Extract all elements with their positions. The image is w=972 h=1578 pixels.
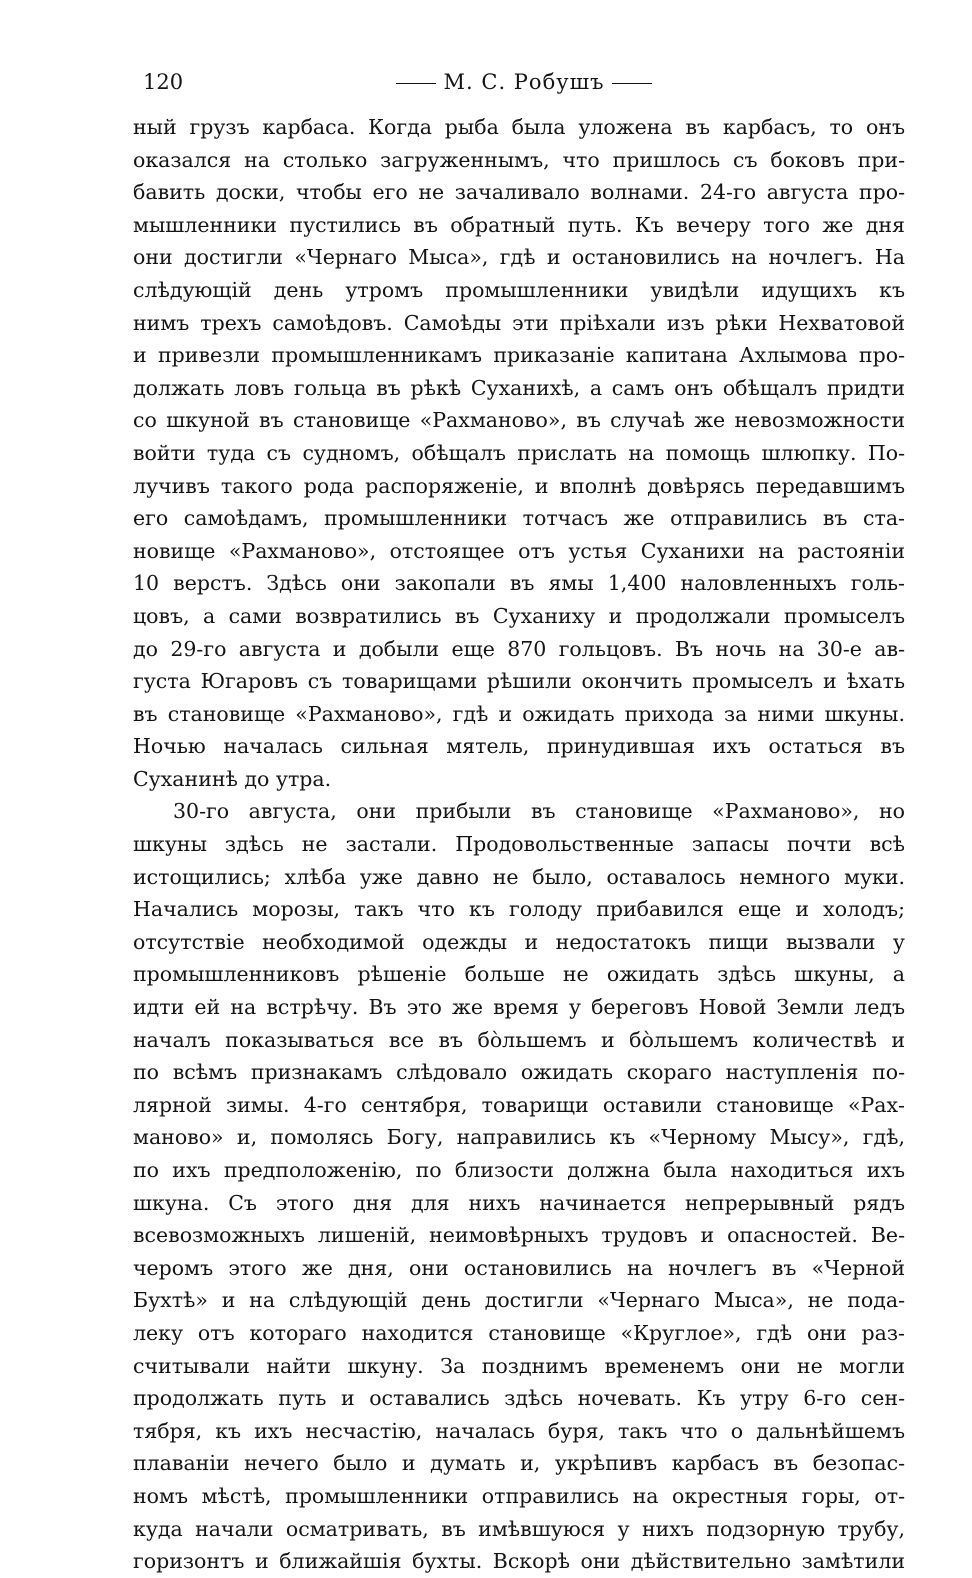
text-line: началъ показываться все въ бо̀льшемъ и бо̀льшемъ количествѣ и xyxy=(133,1027,905,1052)
text-line: шкуна. Съ этого дня для нихъ начинается непрерывный рядъ xyxy=(133,1190,905,1215)
text-line: и привезли промышленникамъ приказаніе капитана Ахлымова про- xyxy=(133,343,905,368)
text-line: новище «Рахманово», отстоящее отъ устья Суханихи на растояніи xyxy=(133,538,905,563)
text-line: въ становище «Рахманово», гдѣ и ожидать прихода за ними шкуны. xyxy=(133,701,905,726)
text-line: бавить доски, чтобы его не зачаливало волнами. 24-го августа про- xyxy=(133,180,905,205)
text-line: до 29-го августа и добыли еще 870 гольцовъ. Въ ночь на 30-е ав- xyxy=(133,636,905,661)
running-title: М. С. Робушъ xyxy=(443,70,605,94)
text-line: Бухтѣ» и на слѣдующій день достигли «Чернаго Мыса», не пода- xyxy=(133,1288,905,1313)
text-line: горизонтъ и ближайшія бухты. Вскорѣ они дѣйствительно замѣтили xyxy=(133,1549,905,1574)
text-line: слѣдующій день утромъ промышленники увидѣли идущихъ къ xyxy=(133,277,905,302)
text-line: Суханинѣ до утра. xyxy=(133,766,332,791)
right-rule xyxy=(612,83,652,84)
text-line: должать ловъ гольца въ рѣкѣ Суханихѣ, а самъ онъ обѣщалъ придти xyxy=(133,375,905,400)
running-head xyxy=(143,70,905,94)
text-line: со шкуной въ становище «Рахманово», въ случаѣ же невозможности xyxy=(133,408,905,433)
text-line: тября, къ ихъ несчастію, началась буря, такъ что о дальнѣйшемъ xyxy=(133,1418,905,1443)
text-line: леку отъ котораго находится становище «Круглое», гдѣ они раз- xyxy=(133,1320,905,1345)
text-line: нимъ трехъ самоѣдовъ. Самоѣды эти пріѣхали изъ рѣки Нехватовой xyxy=(133,310,905,335)
text-line: продолжать путь и оставались здѣсь ночевать. Къ утру 6-го сен- xyxy=(133,1386,905,1411)
text-line: истощились; хлѣба уже давно не было, оставалось немного муки. xyxy=(133,864,905,889)
text-line: лярной зимы. 4-го сентября, товарищи оставили становище «Рах- xyxy=(133,1092,905,1117)
text-line: мышленники пустились въ обратный путь. Къ вечеру того же дня xyxy=(133,212,905,237)
text-line: черомъ этого же дня, они остановились на ночлегъ въ «Черной xyxy=(133,1255,905,1280)
text-line: промышленниковъ рѣшеніе больше не ожидать здѣсь шкуны, а xyxy=(133,962,905,987)
text-line: войти туда съ судномъ, обѣщалъ прислать на помощь шлюпку. По- xyxy=(133,440,905,465)
text-line: они достигли «Чернаго Мыса», гдѣ и остановились на ночлегъ. На xyxy=(133,245,905,270)
text-line: номъ мѣстѣ, промышленники отправились на окрестныя горы, от- xyxy=(133,1483,905,1508)
text-line: идти ей на встрѣчу. Въ это же время у береговъ Новой Земли ледъ xyxy=(133,995,905,1020)
text-line: ный грузъ карбаса. Когда рыба была уложена въ карбасъ, то онъ xyxy=(133,115,905,139)
text-line: Начались морозы, такъ что къ голоду прибавился еще и холодъ; xyxy=(133,897,905,922)
text-line: по всѣмъ признакамъ слѣдовало ожидать скораго наступленія по- xyxy=(133,1060,905,1085)
text-line: отсутствіе необходимой одежды и недостатокъ пищи вызвали у xyxy=(133,929,905,954)
text-line: его самоѣдамъ, промышленники тотчасъ же отправились въ ста- xyxy=(133,506,905,531)
left-rule xyxy=(396,83,436,84)
text-line: лучивъ такого рода распоряженіе, и вполнѣ довѣрясь передавшимъ xyxy=(133,473,905,498)
text-line: цовъ, а сами возвратились въ Суханиху и продолжали промыселъ xyxy=(133,603,905,628)
text-line: Ночью началась сильная мятель, принудившая ихъ остаться въ xyxy=(133,734,905,759)
text-line: куда начали осматривать, въ имѣвшуюся у нихъ подзорную трубу, xyxy=(133,1516,905,1541)
text-line: всевозможныхъ лишеній, неимовѣрныхъ трудовъ и опасностей. Ве- xyxy=(133,1223,905,1248)
text-line: 30-го августа, они прибыли въ становище «Рахманово», но xyxy=(173,799,905,824)
text-line: по ихъ предположенію, по близости должна была находиться ихъ xyxy=(133,1158,905,1182)
text-line: шкуны здѣсь не застали. Продовольственные запасы почти всѣ xyxy=(133,832,905,857)
text-line: плаваніи нечего было и думать и, укрѣпивъ карбасъ въ безопас- xyxy=(133,1451,905,1476)
page-number: 120 xyxy=(143,70,184,94)
page-header xyxy=(143,66,905,98)
body-text xyxy=(133,111,905,1578)
text-line: 10 верстъ. Здѣсь они закопали въ ямы 1,400 наловленныхъ голь- xyxy=(133,571,905,596)
text-line: маново» и, помолясь Богу, направились къ «Черному Мысу», гдѣ, xyxy=(133,1125,905,1150)
text-line: густа Югаровъ съ товарищами рѣшили окончить промыселъ и ѣхать xyxy=(133,669,905,694)
text-line: считывали найти шкуну. За позднимъ временемъ они не могли xyxy=(133,1353,905,1378)
text-line: оказался на столько загруженнымъ, что пришлось съ боковъ при- xyxy=(133,147,905,172)
